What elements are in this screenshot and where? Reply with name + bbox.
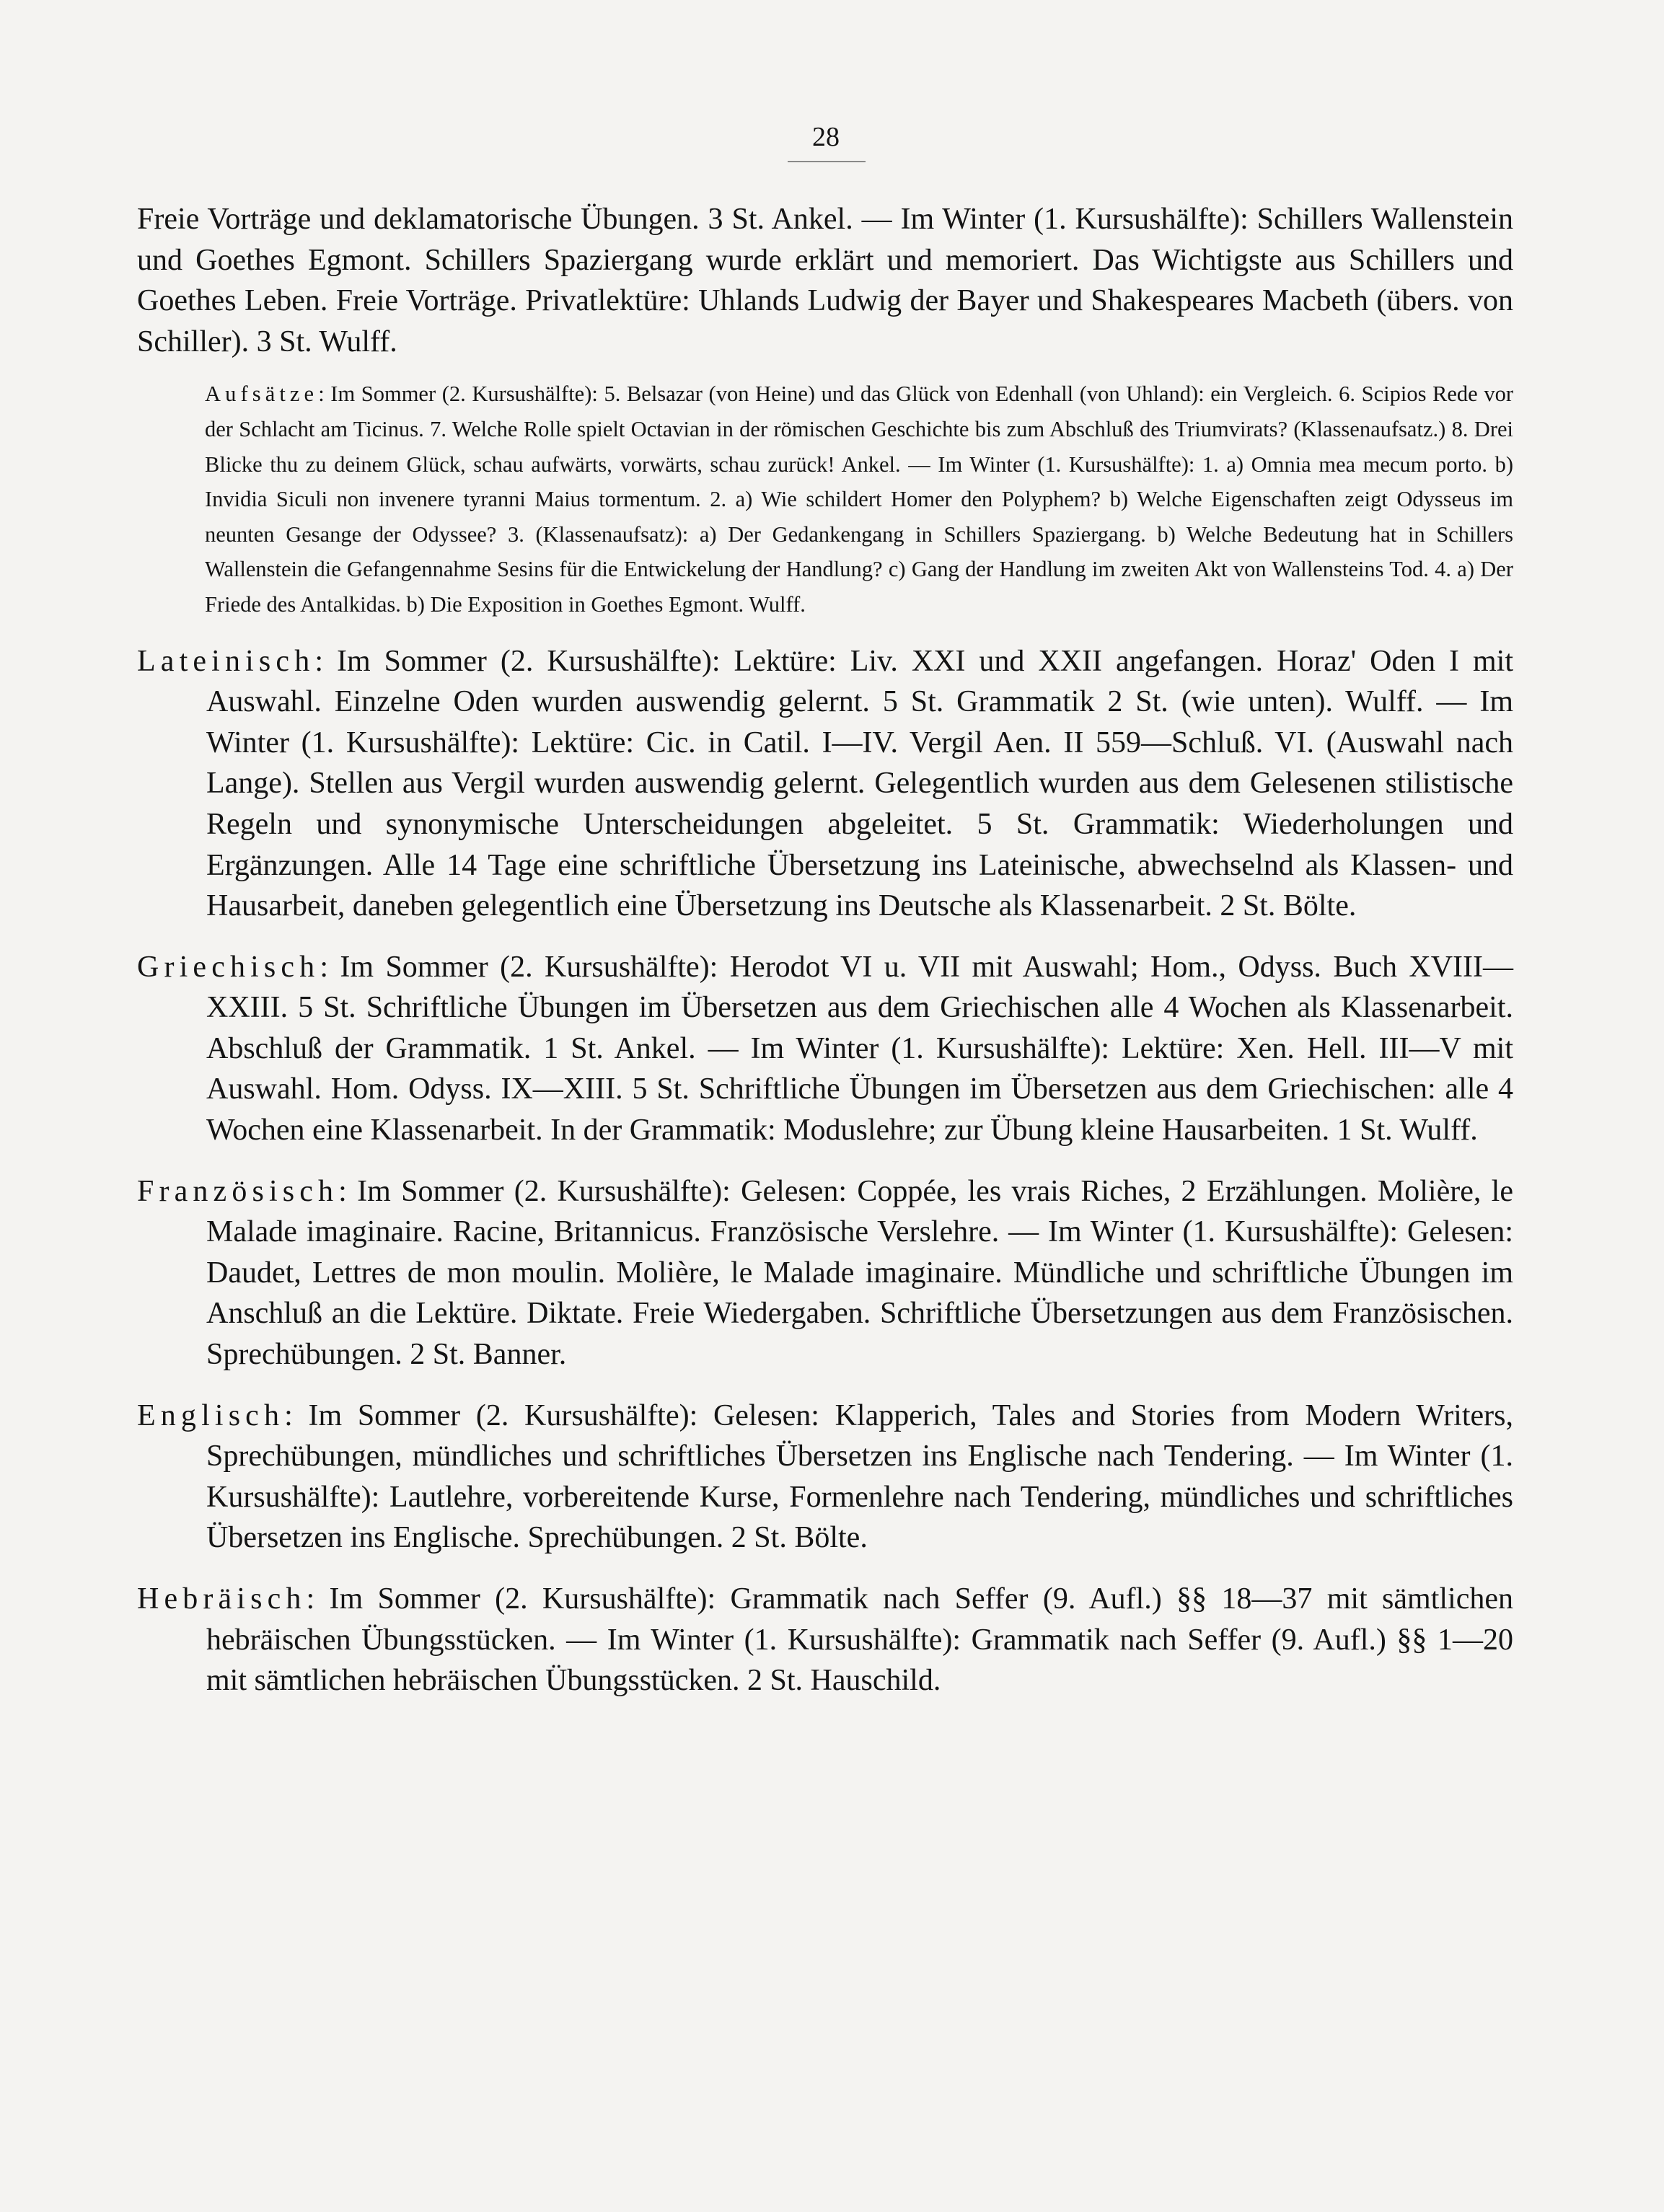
lateinisch-paragraph <box>137 641 1513 927</box>
englisch-text: : Im Sommer (2. Kursushälfte): Gelesen: Klapperich, Tales and Stories from Modern Writers, Sprechübungen, mündliches und schriftliches Übersetzen ins Englische nach Tendering. — Im Winter (1. Kursushälfte): Lautlehre, vorbereitende Kurse, Formenlehre nach Tendering, mündliches und schriftliches Übersetzen ins Englische. Sprechübungen. 2 St. Bölte. <box>206 1398 1513 1555</box>
griechisch-text: : Im Sommer (2. Kursushälfte): Herodot VI u. VII mit Auswahl; Hom., Odyss. Buch XVIII—XXIII. 5 St. Schriftliche Übungen im Übersetzen aus dem Griechischen alle 4 Wochen als Klassenarbeit. Abschluß der Grammatik. 1 St. Ankel. — Im Winter (1. Kursushälfte): Lektüre: Xen. Hell. III—V mit Auswahl. Hom. Odyss. IX—XIII. 5 St. Schriftliche Übungen im Übersetzen aus dem Griechischen: alle 4 Wochen eine Klassenarbeit. In der Grammatik: Moduslehre; zur Übung kleine Hausarbeiten. 1 St. Wulff. <box>206 950 1513 1147</box>
aufsaetze-text: : Im Sommer (2. Kursushälfte): 5. Belsazar (von Heine) und das Glück von Edenhall (von Uhland): ein Vergleich. 6. Scipios Rede vor der Schlacht am Ticinus. 7. Welche Rolle spielt Octavian in der römischen Geschichte bis zum Abschluß des Triumvirats? (Klassenaufsatz.) 8. Drei Blicke thu zu deinem Glück, schau aufwärts, vorwärts, schau zurück! Ankel. — Im Winter (1. Kursushälfte): 1. a) Omnia mea mecum porto. b) Invidia Siculi non invenere tyranni Maius tormentum. 2. a) Wie schildert Homer den Polyphem? b) Welche Eigenschaften zeigt Odysseus im neunten Gesange der Odyssee? 3. (Klassenaufsatz): a) Der Gedankengang in Schillers Spaziergang. b) Welche Bedeutung hat in Schillers Wallenstein die Gefangennahme Sesins für die Entwickelung der Handlung? c) Gang der Handlung im zweiten Akt von Wallensteins Tod. 4. a) Der Friede des Antalkidas. b) Die Exposition in Goethes Egmont. Wulff. <box>205 382 1513 617</box>
hebraeisch-text: : Im Sommer (2. Kursushälfte): Grammatik nach Seffer (9. Aufl.) §§ 18—37 mit sämtlichen hebräischen Übungsstücken. — Im Winter (1. Kursushälfte): Grammatik nach Seffer (9. Aufl.) §§ 1—20 mit sämtlichen hebräischen Übungsstücken. 2 St. Hauschild. <box>206 1582 1513 1698</box>
aufsaetze-label: Aufsätze <box>205 382 319 407</box>
page-number: 28 <box>812 122 840 152</box>
lateinisch-text: : Im Sommer (2. Kursushälfte): Lektüre: Liv. XXI und XXII angefangen. Horaz' Oden I mit Auswahl. Einzelne Oden wurden auswendig gelernt. 5 St. Grammatik 2 St. (wie unten). Wulff. — Im Winter (1. Kursushälfte): Lektüre: Cic. in Catil. I—IV. Vergil Aen. II 559—Schluß. VI. (Auswahl nach Lange). Stellen aus Vergil wurden auswendig gelernt. Gelegentlich wurden aus dem Gelesenen stilistische Regeln und synonymische Unterscheidungen abgeleitet. 5 St. Grammatik: Wiederholungen und Ergänzungen. Alle 14 Tage eine schriftliche Übersetzung ins Lateinische, abwechselnd als Klassen- und Hausarbeit, daneben gelegentlich eine Übersetzung ins Deutsche als Klassenarbeit. 2 St. Bölte. <box>206 644 1513 923</box>
deutsch-paragraph <box>137 199 1513 362</box>
englisch-paragraph <box>137 1396 1513 1559</box>
deutsch-text: Freie Vorträge und deklamatorische Übungen. 3 St. Ankel. — Im Winter (1. Kursushälfte): Schillers Wallenstein und Goethes Egmont. Schillers Spaziergang wurde erklärt und memoriert. Das Wichtigste aus Schillers und Goethes Leben. Freie Vorträge. Privatlektüre: Uhlands Ludwig der Bayer und Shakespeares Macbeth (übers. von Schiller). 3 St. Wulff. <box>137 203 1513 358</box>
hebraeisch-label: Hebräisch <box>137 1582 307 1616</box>
franzoesisch-label: Französisch <box>137 1174 339 1208</box>
hebraeisch-paragraph <box>137 1579 1513 1701</box>
franzoesisch-text: : Im Sommer (2. Kursushälfte): Gelesen: Coppée, les vrais Riches, 2 Erzählungen. Molière, le Malade imaginaire. Racine, Britannicus. Französische Verslehre. — Im Winter (1. Kursushälfte): Gelesen: Daudet, Lettres de mon moulin. Molière, le Malade imaginaire. Mündliche und schriftliche Übungen im Anschluß an die Lektüre. Diktate. Freie Wiedergaben. Schriftliche Übersetzungen aus dem Französischen. Sprechübungen. 2 St. Banner. <box>206 1174 1513 1372</box>
page-content <box>137 199 1513 1701</box>
aufsaetze-paragraph <box>205 376 1513 622</box>
page-number-rule <box>788 161 866 162</box>
englisch-label: Englisch <box>137 1398 285 1432</box>
griechisch-paragraph <box>137 947 1513 1151</box>
franzoesisch-paragraph <box>137 1171 1513 1375</box>
lateinisch-label: Lateinisch <box>137 644 315 678</box>
griechisch-label: Griechisch <box>137 950 320 984</box>
